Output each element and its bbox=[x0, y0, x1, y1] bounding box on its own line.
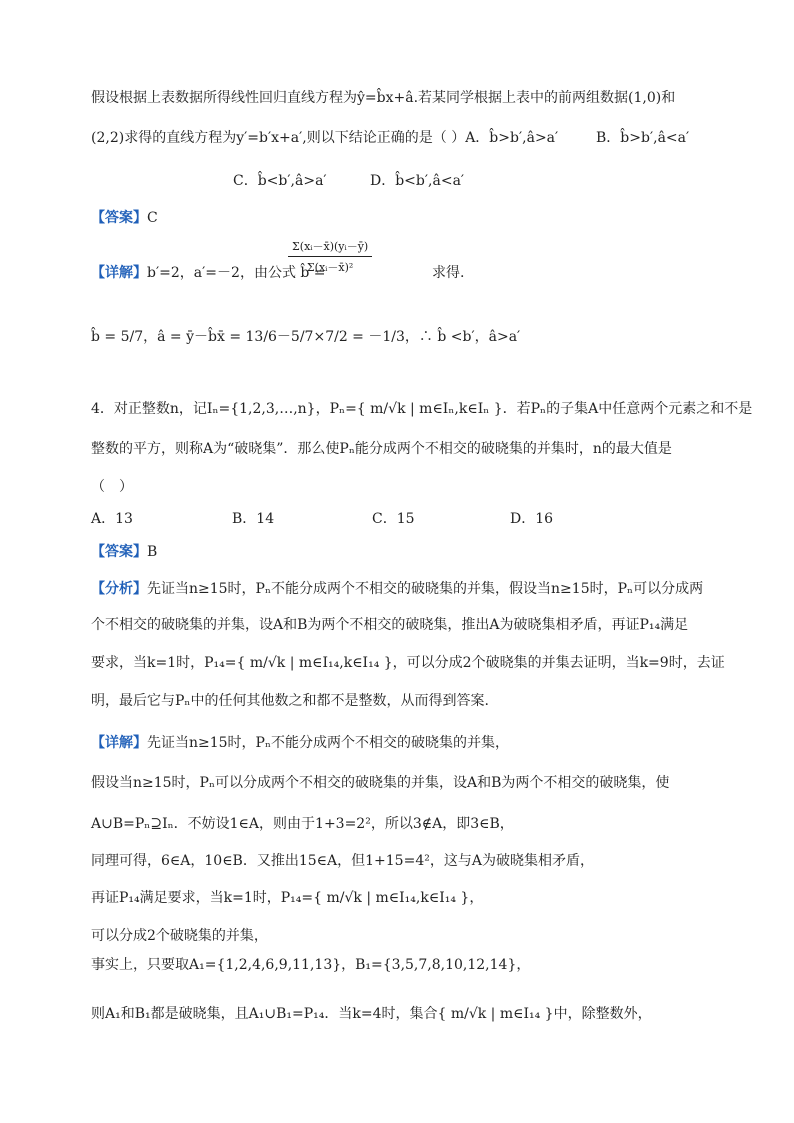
q4-detail-line6: 可以分成2个破晓集的并集， bbox=[91, 928, 268, 944]
q3-option-b: B．b̂>b′,â<a′ bbox=[596, 130, 690, 146]
q4-option-a: A．13 bbox=[91, 511, 133, 527]
q4-detail-line4: 同理可得，6∈A，10∈B．又推出15∈A，但1+15=4²，这与A为破晓集相矛盾， bbox=[91, 853, 594, 869]
q4-analysis-line4: 明，最后它与Pₙ中的任何其他数之和都不是整数，从而得到答案. bbox=[91, 693, 489, 709]
answer-tag: 【答案】 bbox=[91, 544, 147, 560]
formula-tail: 求得. bbox=[432, 265, 465, 281]
q4-stem-line1: 4．对正整数n，记Iₙ={1,2,3,…,n}，Pₙ={ m/√k | m∈Iₙ,k∈Iₙ }．若Pₙ的子集A中任意两个元素之和不是 bbox=[91, 401, 753, 417]
detail-text: b′=2，a′=－2，由公式 b̂ = bbox=[147, 265, 326, 281]
formula-numerator: Σ(xᵢ－x̄)(yᵢ－ȳ) bbox=[288, 238, 372, 257]
answer-value: C bbox=[147, 210, 158, 226]
answer-tag: 【答案】 bbox=[91, 210, 147, 226]
q4-detail-line3: A∪B=Pₙ⊇Iₙ．不妨设1∈A，则由于1+3=2²，所以3∉A，即3∈B， bbox=[91, 816, 514, 832]
q4-analysis-line3: 要求，当k=1时，P₁₄={ m/√k | m∈I₁₄,k∈I₁₄ }，可以分成2个破晓集的并集去证明，当k=9时，去证 bbox=[91, 655, 725, 671]
q4-answer bbox=[91, 541, 157, 563]
q4-option-d: D．16 bbox=[510, 511, 554, 527]
q3-result: b̂ = 5/7，â = ȳ－b̂x̄ = 13/6－5/7×7/2 = －1/3，∴ b̂ <b′，â>a′ bbox=[91, 329, 521, 345]
answer-value: B bbox=[147, 544, 158, 560]
q3-option-d: D．b̂<b′,â<a′ bbox=[370, 173, 465, 189]
q4-analysis-line2: 个不相交的破晓集的并集，设A和B为两个不相交的破晓集，推出A为破晓集相矛盾，再证P₁₄满足 bbox=[91, 617, 689, 633]
q4-stem-line2: 整数的平方，则称A为“破晓集”．那么使Pₙ能分成两个不相交的破晓集的并集时，n的最大值是 bbox=[91, 441, 672, 457]
detail-tag: 【详解】 bbox=[91, 265, 147, 281]
regression-formula bbox=[288, 238, 372, 275]
q4-stem-line3: （ ） bbox=[91, 479, 133, 495]
formula-denominator: Σ(xᵢ－x̄)² bbox=[306, 261, 354, 274]
q4-detail-line1: 【详解】先证当n≥15时，Pₙ不能分成两个不相交的破晓集的并集， bbox=[91, 735, 510, 751]
q4-analysis-line1: 【分析】先证当n≥15时，Pₙ不能分成两个不相交的破晓集的并集，假设当n≥15时，Pₙ可以分成两 bbox=[91, 581, 704, 597]
q3-answer bbox=[91, 207, 158, 229]
detail-tag: 【详解】 bbox=[91, 735, 147, 751]
q4-option-c: C．15 bbox=[372, 511, 415, 527]
q4-detail-line8: 则A₁和B₁都是破晓集，且A₁∪B₁=P₁₄．当k=4时，集合{ m/√k | m∈I₁₄ }中，除整数外， bbox=[91, 1006, 652, 1022]
q3-option-c: C．b̂<b′,â>a′ bbox=[233, 173, 327, 189]
q4-option-b: B．14 bbox=[232, 511, 275, 527]
q3-intro-line1: 假设根据上表数据所得线性回归直线方程为ŷ=b̂x+â.若某同学根据上表中的前两组数据(1,0)和 bbox=[91, 90, 676, 106]
q3-intro-line2: (2,2)求得的直线方程为y′=b′x+a′,则以下结论正确的是（ ）A．b̂>b′,â>a′ bbox=[91, 130, 559, 146]
analysis-tag: 【分析】 bbox=[91, 581, 147, 597]
q4-detail-line7: 事实上，只要取A₁={1,2,4,6,9,11,13}，B₁={3,5,7,8,10,12,14}， bbox=[91, 957, 531, 973]
q4-detail-line5: 再证P₁₄满足要求，当k=1时，P₁₄={ m/√k | m∈I₁₄,k∈I₁₄ }， bbox=[91, 890, 484, 906]
q4-detail-line2: 假设当n≥15时，Pₙ可以分成两个不相交的破晓集的并集，设A和B为两个不相交的破晓集，使 bbox=[91, 775, 670, 791]
